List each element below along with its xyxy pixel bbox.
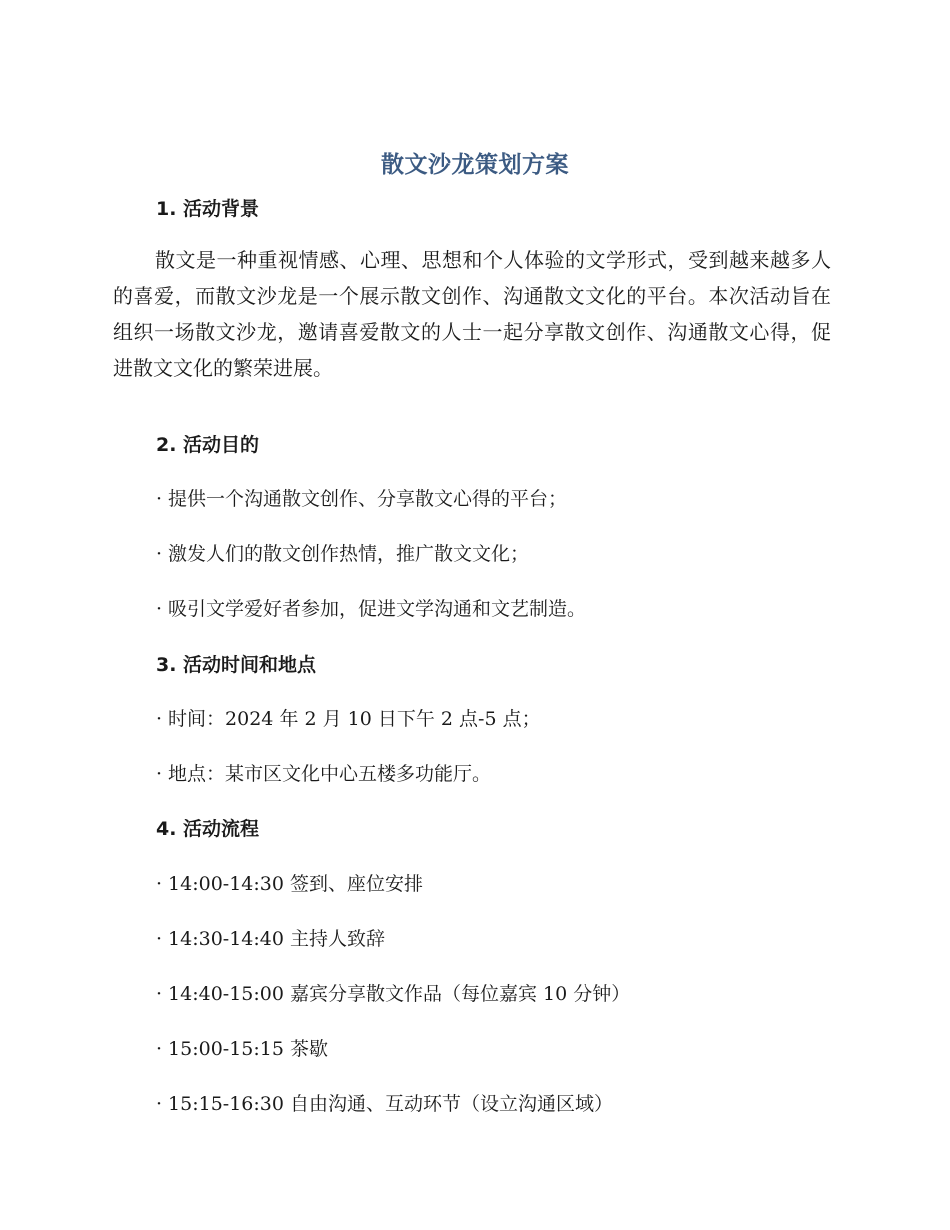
section-heading-purpose: 2. 活动目的 bbox=[156, 434, 260, 456]
list-item bbox=[156, 759, 491, 786]
list-item bbox=[156, 594, 586, 621]
list-item-text: 提供一个沟通散文创作、分享散文心得的平台； bbox=[168, 488, 568, 510]
list-item bbox=[156, 1034, 328, 1061]
list-item bbox=[156, 704, 541, 731]
bullet-icon: · bbox=[156, 488, 163, 510]
section-heading-background: 1. 活动背景 bbox=[156, 198, 260, 220]
bullet-icon: · bbox=[156, 873, 163, 895]
list-item bbox=[156, 1089, 613, 1116]
list-item bbox=[156, 539, 529, 566]
section-heading-schedule: 4. 活动流程 bbox=[156, 818, 260, 840]
bullet-icon: · bbox=[156, 543, 163, 565]
list-item-text: 吸引文学爱好者参加，促进文学沟通和文艺制造。 bbox=[168, 598, 587, 620]
bullet-icon: · bbox=[156, 763, 163, 785]
list-item bbox=[156, 924, 385, 951]
list-item-text: 14:00-14:30 签到、座位安排 bbox=[168, 873, 424, 895]
background-paragraph: 散文是一种重视情感、心理、思想和个人体验的文学形式，受到越来越多人的喜爱，而散文沙龙是一个展示散文创作、沟通散文文化的平台。本次活动旨在组织一场散文沙龙，邀请喜爱散文的人士一起分享散文创作、沟通散文心得，促进散文文化的繁荣进展。 bbox=[113, 248, 831, 380]
list-item-text: 地点：某市区文化中心五楼多功能厅。 bbox=[168, 763, 492, 785]
bullet-icon: · bbox=[156, 1093, 163, 1115]
list-item-text: 14:40-15:00 嘉宾分享散文作品（每位嘉宾 10 分钟） bbox=[168, 983, 631, 1005]
list-item-text: 14:30-14:40 主持人致辞 bbox=[168, 928, 386, 950]
list-item bbox=[156, 484, 567, 511]
bullet-icon: · bbox=[156, 708, 163, 730]
bullet-icon: · bbox=[156, 598, 163, 620]
list-item-text: 激发人们的散文创作热情，推广散文文化； bbox=[168, 543, 530, 565]
bullet-icon: · bbox=[156, 928, 163, 950]
list-item bbox=[156, 979, 630, 1006]
document-title: 散文沙龙策划方案 bbox=[381, 152, 569, 178]
list-item bbox=[156, 869, 423, 896]
list-item-text: 时间：2024 年 2 月 10 日下午 2 点-5 点； bbox=[168, 708, 541, 730]
bullet-icon: · bbox=[156, 1038, 163, 1060]
list-item-text: 15:00-15:15 茶歇 bbox=[168, 1038, 329, 1060]
list-item-text: 15:15-16:30 自由沟通、互动环节（设立沟通区域） bbox=[168, 1093, 614, 1115]
bullet-icon: · bbox=[156, 983, 163, 1005]
section-heading-time-place: 3. 活动时间和地点 bbox=[156, 654, 317, 676]
